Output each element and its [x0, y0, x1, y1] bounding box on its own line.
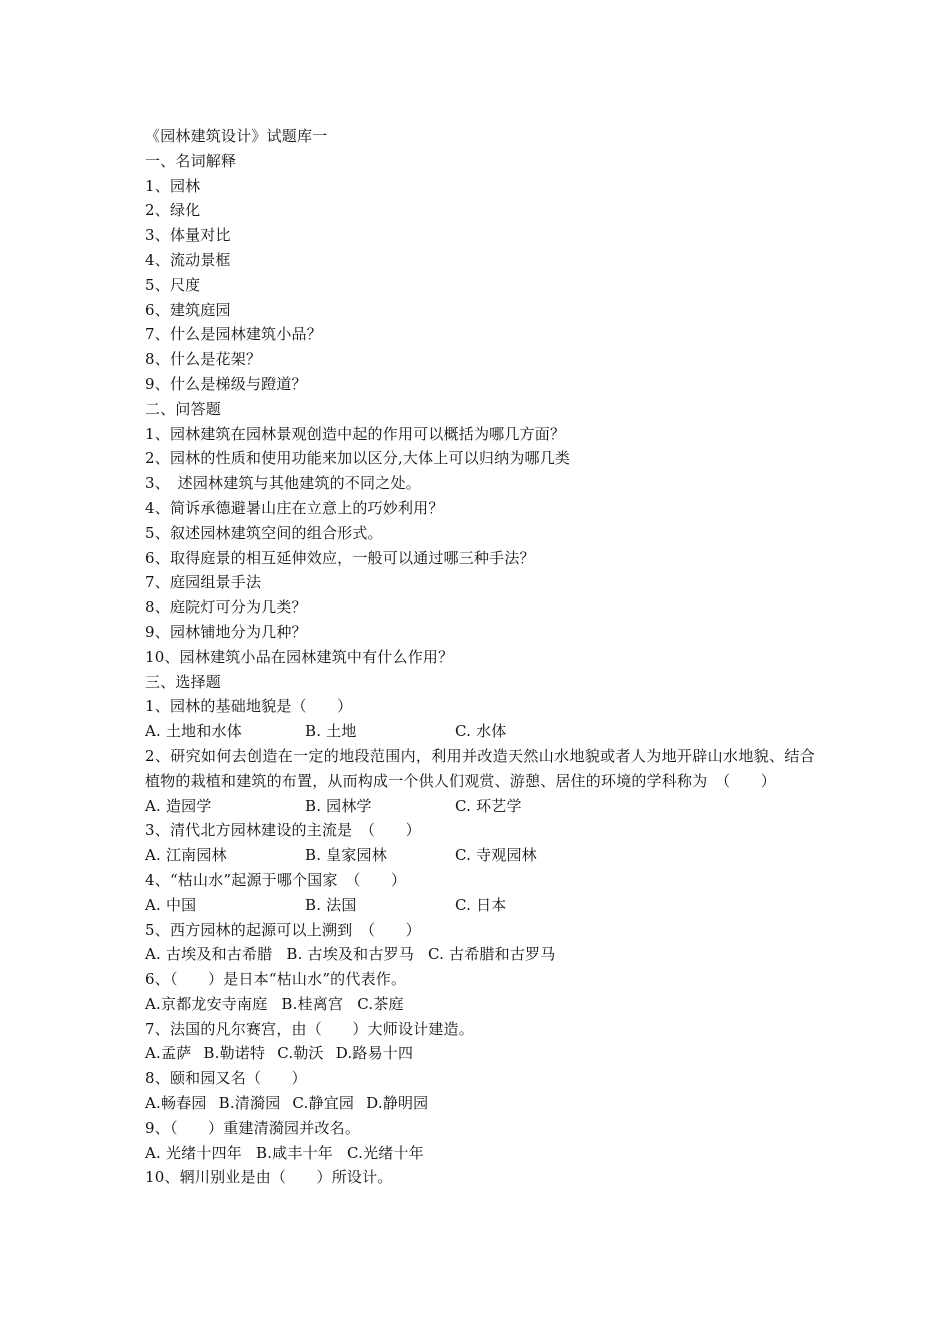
choice-option: B. 法国: [305, 895, 357, 914]
choice-option: C. 日本: [455, 895, 507, 914]
term-item: 4、流动景框: [145, 250, 231, 269]
choice-question: 7、法国的凡尔赛宫，由（ ）大师设计建造。: [145, 1019, 474, 1038]
document-title: 《园林建筑设计》试题库一: [145, 127, 328, 145]
choice-question: 9、（ ）重建清漪园并改名。: [145, 1118, 361, 1137]
choice-option: D.静明园: [366, 1094, 429, 1113]
choice-option: B. 园林学: [305, 796, 372, 815]
choice-option: B. 皇家园林: [305, 846, 387, 865]
choice-option: C. 寺观园林: [455, 846, 537, 865]
choice-options: [145, 1041, 815, 1066]
choice-options: [145, 794, 815, 819]
section-heading-terms: 一、名词解释: [145, 151, 237, 170]
choice-option: A.京都龙安寺南庭: [145, 994, 268, 1013]
choice-options: [145, 1091, 815, 1116]
choice-option: C.光绪十年: [346, 1143, 424, 1162]
choice-option: A.孟萨: [145, 1044, 192, 1063]
term-item: 7、什么是园林建筑小品？: [145, 325, 322, 344]
choice-option: A. 中国: [145, 895, 197, 914]
choice-question: 8、颐和园又名（ ）: [145, 1069, 307, 1088]
qa-item: 5、叙述园林建筑空间的组合形式。: [145, 523, 383, 542]
section-heading-choice: 三、选择题: [145, 672, 222, 691]
choice-option: B. 土地: [305, 722, 357, 741]
qa-item: 9、园林铺地分为几种？: [145, 622, 307, 641]
choice-option: A. 造园学: [145, 796, 212, 815]
choice-option: C. 水体: [455, 722, 507, 741]
choice-question: 6、（ ）是日本“枯山水”的代表作。: [145, 970, 407, 989]
term-item: 6、建筑庭园: [145, 300, 231, 319]
qa-item: 7、庭园组景手法: [145, 573, 262, 592]
choice-option: B.勒诺特: [203, 1044, 266, 1063]
choice-options: [145, 893, 815, 918]
choice-question: 10、辋川别业是由（ ）所设计。: [145, 1168, 393, 1187]
choice-question: 2、研究如何去创造在一定的地段范围内，利用并改造天然山水地貌或者人为地开辟山水地貌、结合植物的栽植和建筑的布置，从而构成一个供人们观赏、游憩、居住的环境的学科称为 （ ）: [145, 746, 815, 790]
choice-option: B.咸丰十年: [255, 1143, 333, 1162]
choice-options: [145, 1141, 815, 1166]
choice-options: [145, 719, 815, 744]
choice-option: C. 古希腊和古罗马: [427, 945, 556, 964]
choice-option: A. 江南园林: [145, 846, 227, 865]
choice-option: B.桂离宫: [281, 994, 344, 1013]
choice-option: D.路易十四: [335, 1044, 414, 1063]
qa-item: 4、简诉承德避暑山庄在立意上的巧妙利用？: [145, 498, 444, 517]
term-item: 8、什么是花架？: [145, 350, 262, 369]
choice-question: 1、园林的基础地貌是（ ）: [145, 697, 353, 716]
term-item: 2、绿化: [145, 201, 201, 220]
choice-question: 3、清代北方园林建设的主流是 （ ）: [145, 821, 421, 840]
choice-option: A. 光绪十四年: [145, 1143, 242, 1162]
qa-item: 2、园林的性质和使用功能来加以区分,大体上可以归纳为哪几类: [145, 449, 571, 468]
term-item: 5、尺度: [145, 275, 201, 294]
choice-question: 4、“枯山水”起源于哪个国家 （ ）: [145, 870, 407, 889]
choice-option: C.茶庭: [357, 994, 404, 1013]
term-item: 1、园林: [145, 176, 201, 195]
choice-options: [145, 843, 815, 868]
choice-option: B. 古埃及和古罗马: [286, 945, 414, 964]
choice-options: [145, 992, 815, 1017]
choice-option: C. 环艺学: [455, 796, 522, 815]
choice-option: C.勒沃: [277, 1044, 324, 1063]
qa-item: 1、园林建筑在园林景观创造中起的作用可以概括为哪几方面？: [145, 424, 566, 443]
choice-question: 5、西方园林的起源可以上溯到 （ ）: [145, 920, 421, 939]
qa-item: 10、园林建筑小品在园林建筑中有什么作用？: [145, 647, 454, 666]
choice-option: A. 古埃及和古希腊: [145, 945, 273, 964]
term-item: 9、什么是梯级与蹬道？: [145, 374, 307, 393]
qa-item: 8、庭院灯可分为几类？: [145, 598, 307, 617]
qa-item: 3、 述园林建筑与其他建筑的不同之处。: [145, 474, 421, 493]
section-heading-qa: 二、问答题: [145, 399, 222, 418]
term-item: 3、体量对比: [145, 226, 231, 245]
choice-option: A.畅春园: [145, 1094, 207, 1113]
choice-option: B.清漪园: [218, 1094, 281, 1113]
choice-option: A. 土地和水体: [145, 722, 242, 741]
qa-item: 6、取得庭景的相互延伸效应，一般可以通过哪三种手法？: [145, 548, 535, 567]
choice-option: C.静宜园: [292, 1094, 355, 1113]
choice-options: [145, 942, 815, 967]
document-body: [145, 124, 815, 1190]
